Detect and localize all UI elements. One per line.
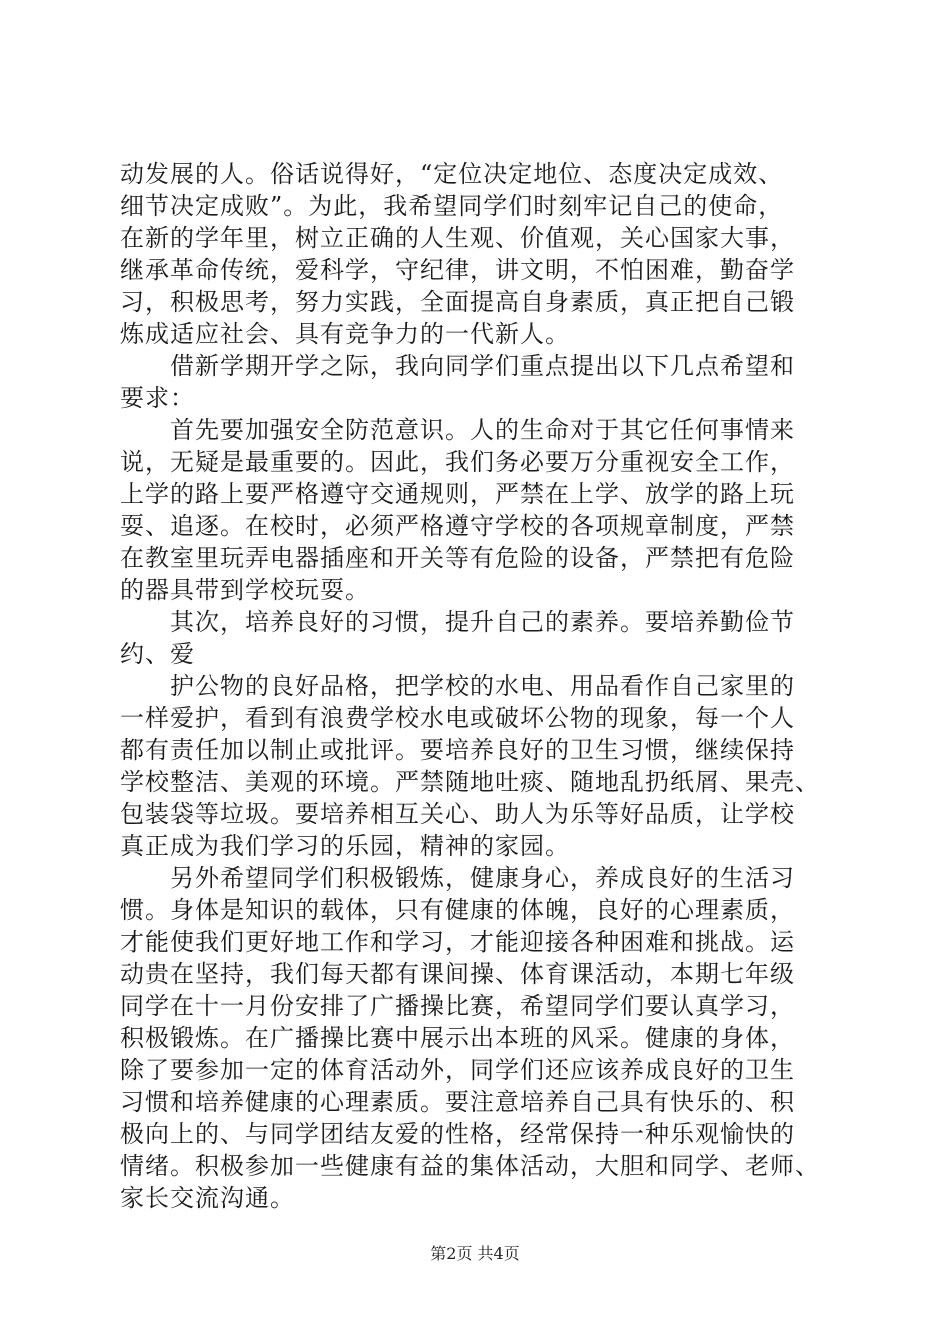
text-line: 一样爱护，看到有浪费学校水电或破坏公物的现象，每一个人 xyxy=(120,704,795,732)
text-line: 说，无疑是最重要的。因此，我们务必要万分重视安全工作， xyxy=(120,448,795,476)
text-line: 学校整洁、美观的环境。严禁随地吐痰、随地乱扔纸屑、果壳、 xyxy=(120,768,820,796)
text-line: 才能使我们更好地工作和学习，才能迎接各种困难和挑战。运 xyxy=(120,928,795,956)
text-line: 继承革命传统，爱科学，守纪律，讲文明，不怕困难，勤奋学 xyxy=(120,256,795,284)
text-line: 习惯和培养健康的心理素质。要注意培养自己具有快乐的、积 xyxy=(120,1088,795,1116)
text-line: 耍、追逐。在校时，必须严格遵守学校的各项规章制度，严禁 xyxy=(120,512,795,540)
text-line: 在新的学年里，树立正确的人生观、价值观，关心国家大事， xyxy=(120,224,795,252)
text-line: 上学的路上要严格遵守交通规则，严禁在上学、放学的路上玩 xyxy=(120,480,795,508)
document-body xyxy=(120,158,840,1214)
text-line: 包装袋等垃圾。要培养相互关心、助人为乐等好品质，让学校 xyxy=(120,800,795,828)
text-line: 动贵在坚持，我们每天都有课间操、体育课活动，本期七年级 xyxy=(120,960,795,988)
text-line: 情绪。积极参加一些健康有益的集体活动，大胆和同学、老师、 xyxy=(120,1152,820,1180)
text-line: 家长交流沟通。 xyxy=(120,1184,295,1212)
text-line: 借新学期开学之际，我向同学们重点提出以下几点希望和 xyxy=(120,352,795,380)
text-line: 细节决定成败”。为此，我希望同学们时刻牢记自己的使命， xyxy=(120,192,784,220)
text-line: 的器具带到学校玩耍。 xyxy=(120,576,370,604)
text-line: 约、爱 xyxy=(120,640,195,668)
text-line: 炼成适应社会、具有竞争力的一代新人。 xyxy=(120,320,570,348)
text-line: 积极锻炼。在广播操比赛中展示出本班的风采。健康的身体， xyxy=(120,1024,795,1052)
text-line: 首先要加强安全防范意识。人的生命对于其它任何事情来 xyxy=(120,416,795,444)
text-line: 除了要参加一定的体育活动外，同学们还应该养成良好的卫生 xyxy=(120,1056,795,1084)
text-line: 其次，培养良好的习惯，提升自己的素养。要培养勤俭节 xyxy=(120,608,795,636)
text-line: 极向上的、与同学团结友爱的性格，经常保持一种乐观愉快的 xyxy=(120,1120,795,1148)
page-number-footer: 第2页 共4页 xyxy=(430,1244,520,1263)
text-line: 另外希望同学们积极锻炼，健康身心，养成良好的生活习 xyxy=(120,864,795,892)
text-line: 动发展的人。俗话说得好，“定位决定地位、态度决定成效、 xyxy=(120,160,784,188)
text-line: 都有责任加以制止或批评。要培养良好的卫生习惯，继续保持 xyxy=(120,736,795,764)
text-line: 惯。身体是知识的载体，只有健康的体魄，良好的心理素质， xyxy=(120,896,795,924)
text-line: 习，积极思考，努力实践，全面提高自身素质，真正把自己锻 xyxy=(120,288,795,316)
text-line: 在教室里玩弄电器插座和开关等有危险的设备，严禁把有危险 xyxy=(120,544,795,572)
text-line: 护公物的良好品格，把学校的水电、用品看作自己家里的 xyxy=(120,672,795,700)
text-line: 要求： xyxy=(120,384,195,412)
text-line: 同学在十一月份安排了广播操比赛，希望同学们要认真学习， xyxy=(120,992,795,1020)
text-line: 真正成为我们学习的乐园，精神的家园。 xyxy=(120,832,570,860)
